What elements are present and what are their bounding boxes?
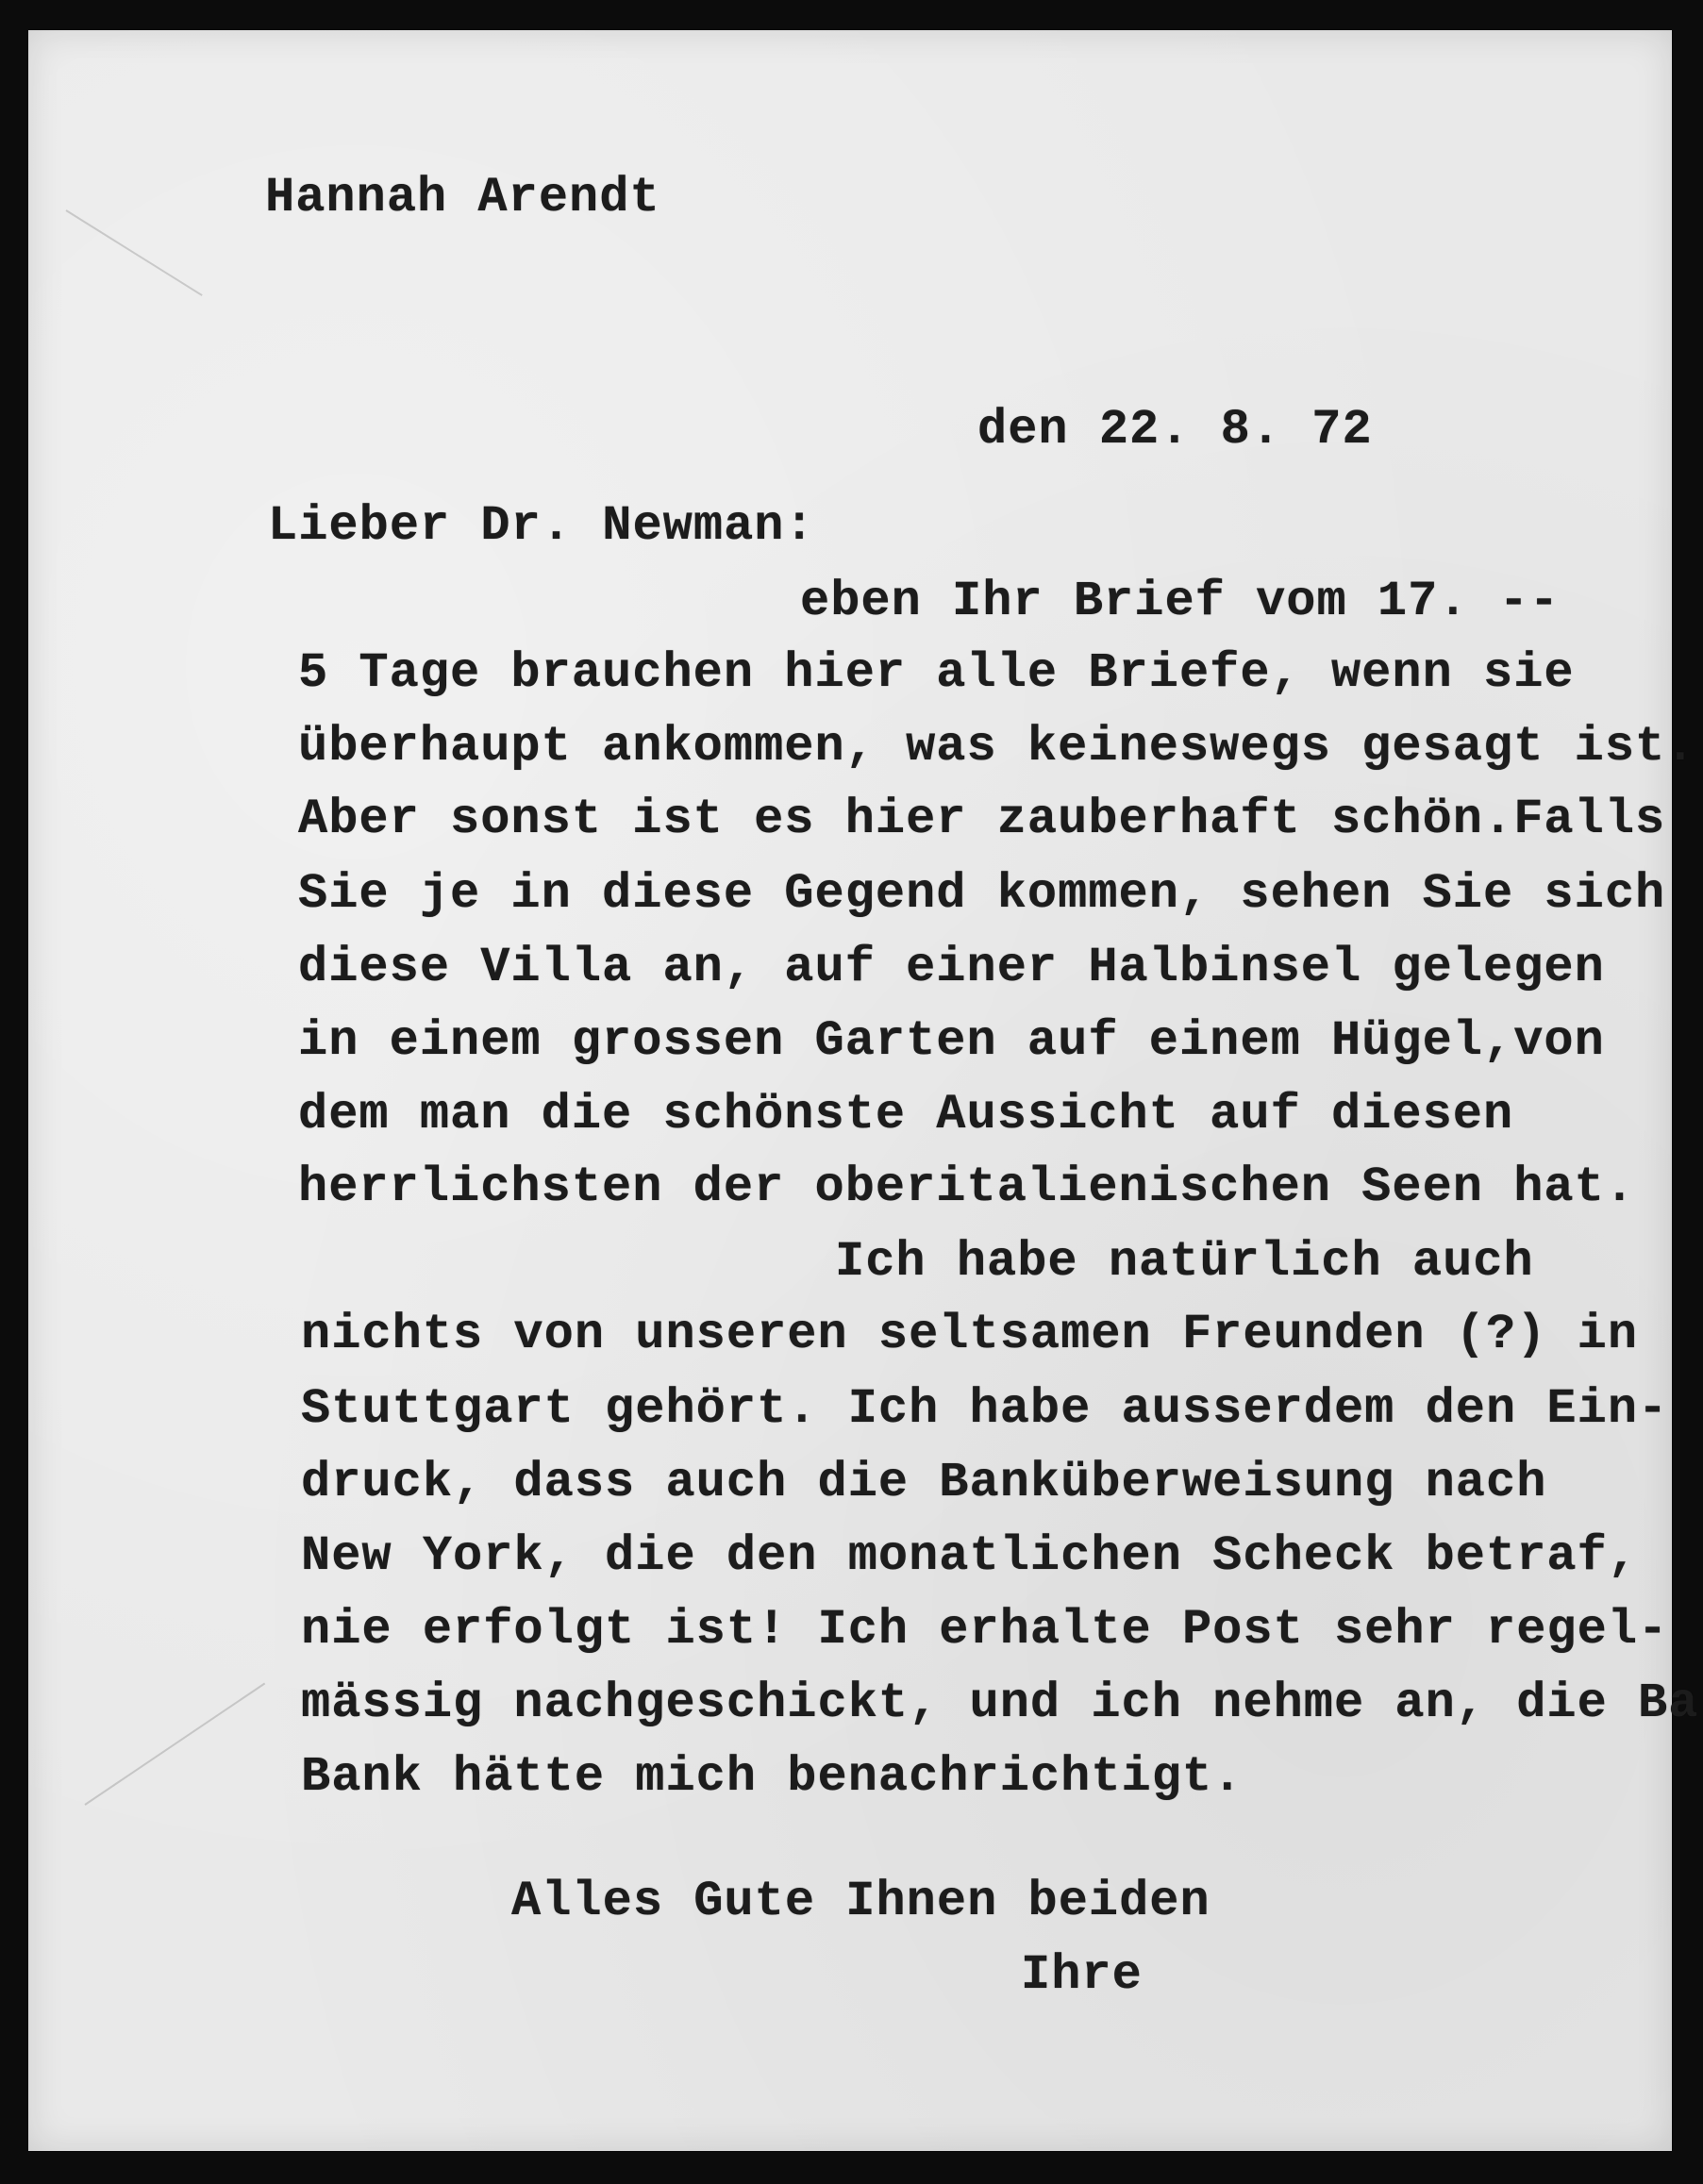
body-line: nichts von unseren seltsamen Freunden (?) in — [301, 1307, 1639, 1362]
salutation: Lieber Dr. Newman: — [268, 498, 815, 554]
body-line: überhaupt ankommen, was keineswegs gesagt ist. — [298, 719, 1696, 775]
body-line: Bank hätte mich benachrichtigt. — [301, 1749, 1244, 1805]
body-line: New York, die den monatlichen Scheck betraf, — [301, 1528, 1639, 1584]
letter-page — [28, 30, 1699, 2151]
sender-name: Hannah Arendt — [265, 170, 660, 225]
paper-crease — [84, 1683, 265, 1806]
letter-date: den 22. 8. 72 — [977, 402, 1373, 458]
body-line: diese Villa an, auf einer Halbinsel gelegen — [298, 940, 1605, 995]
body-line: 5 Tage brauchen hier alle Briefe, wenn sie — [298, 645, 1575, 701]
body-line: Stuttgart gehört. Ich habe ausserdem den Ein- — [301, 1381, 1669, 1437]
body-line: herrlichsten der oberitalienischen Seen hat. — [298, 1159, 1636, 1215]
body-line: Sie je in diese Gegend kommen, sehen Sie sich — [298, 866, 1666, 922]
body-line: mässig nachgeschickt, und ich nehme an, die Ba — [301, 1676, 1699, 1731]
paper-crease — [65, 209, 202, 296]
body-line: in einem grossen Garten auf einem Hügel,von — [298, 1013, 1605, 1069]
body-line: eben Ihr Brief vom 17. -- — [800, 574, 1561, 629]
body-line: Aber sonst ist es hier zauberhaft schön.Falls — [298, 792, 1666, 847]
body-line: Ich habe natürlich auch — [835, 1234, 1534, 1290]
body-line: druck, dass auch die Banküberweisung nach — [301, 1455, 1547, 1510]
body-line: nie erfolgt ist! Ich erhalte Post sehr regel- — [301, 1602, 1669, 1658]
body-line: dem man die schönste Aussicht auf diesen — [298, 1087, 1514, 1142]
closing: Alles Gute Ihnen beiden — [511, 1874, 1210, 1929]
signoff: Ihre — [1021, 1947, 1143, 2003]
